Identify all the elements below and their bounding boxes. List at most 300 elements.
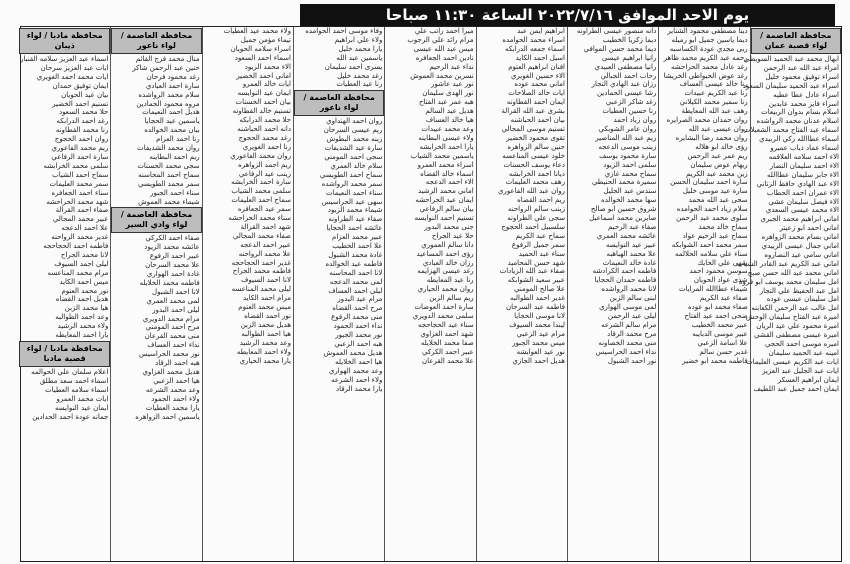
name-entry: اسماء احمد سعد مطلق <box>39 376 109 385</box>
name-entry: بيان عيد الحويان <box>61 90 109 99</box>
name-entry: ريم عمر عبد الرحمن <box>687 151 748 160</box>
name-entry: رزان خالد العبادي <box>422 258 474 267</box>
name-entry: رنا عيد العطيات <box>336 80 383 89</box>
name-entry: اسراء عبد الحميد سليمان السعود <box>742 81 839 90</box>
name-entry: ايات محمد العمرو <box>56 394 109 403</box>
name-entry: ياسمين عبد الله <box>336 53 383 62</box>
name-entry: اسراء سلامه الحويان <box>230 44 291 53</box>
name-entry: روان زياد احمد <box>613 116 657 125</box>
name-entry: امينه عبد الحميد سليمان <box>768 348 839 357</box>
name-entry: ايمان احمد جميل عبد اللطيف <box>753 384 839 393</box>
name-entry: رغد عيسى الهزايمه <box>417 267 474 276</box>
name-entry: رنا خالد عيسى العساف <box>679 80 748 89</box>
name-entry: تسنيم موسى المجالي <box>501 124 565 133</box>
name-entry: هديل احمد النعيمات <box>142 108 200 117</box>
name-entry: لانا محمد الجراح <box>60 250 109 259</box>
name-entry: سجى احمد المومني <box>324 152 383 161</box>
name-entry: رنا احمد الغويري <box>242 142 291 151</box>
name-entry: ميس محمد العتوم <box>238 303 291 312</box>
name-entry: شهد محمد الحراحشه <box>46 197 109 206</box>
name-entry: سلام زياد احمد الحوامده <box>676 205 748 214</box>
name-entry: نور عيد العوايشه <box>516 347 565 356</box>
name-entry: رهف محمد العليمات <box>505 178 565 187</box>
name-entry: شهد حسن المحاميد <box>507 258 565 267</box>
name-entry: امل غالب عبد الرحمن الكعابنه <box>751 304 839 313</box>
names-column <box>202 27 293 561</box>
name-entry: روان محمد رضا البشايره <box>675 133 748 142</box>
name-entry: اماني محمد الرشيد <box>418 187 474 196</box>
name-entry: ميس احمد الكايد <box>59 277 109 286</box>
name-entry: سارة احمد الخرابشه <box>231 178 291 187</box>
name-entry: ولاء محمد عيد العطيات <box>223 27 291 35</box>
name-entry: اماني احمد الخضير <box>236 71 291 80</box>
name-entry: مرح احمد المومني <box>145 323 200 332</box>
name-entry: افنان ابراهيم العتوم <box>508 62 565 71</box>
name-entry: ميس محمد الجبور <box>512 338 565 347</box>
name-entry: ديما محمد حسن الموافي <box>583 44 657 53</box>
name-entry: صفاء محمد ابو عوده <box>688 303 748 312</box>
name-entry: حلا محمد الدرابكه <box>239 116 291 125</box>
name-entry: رنا سمير محمد الكيلاني <box>679 98 748 107</box>
name-entry: دانا سالم العموري <box>421 240 474 249</box>
name-entry: عبير احمد الكركي <box>421 347 474 356</box>
name-entry: اماني احمد ابو زعيتر <box>779 224 839 233</box>
name-entry: اماني محمد عبد الله حسن صبح <box>747 268 839 277</box>
name-entry: غادة احمد الهواري <box>146 270 200 279</box>
name-entry: صفاء محمد المجالي <box>232 231 291 240</box>
name-entry: ايمان عيد الحراحشه <box>415 196 474 205</box>
name-entry: دينا مصطفى محمود الشناير <box>667 27 748 35</box>
name-entry: لانا احمد السيوف <box>241 276 291 285</box>
name-entry: سناء احمد الجعافره <box>51 188 109 197</box>
name-entry: اسراء محمد الحوامده <box>502 35 565 44</box>
name-entry: ايمان عيد النوايسه <box>55 403 109 412</box>
section-heading: محافظة العاصمة / لواء وادي السير <box>111 207 201 233</box>
name-entry: رزان عبد الهادي النجار <box>591 80 657 89</box>
name-entry: غادة خالد النعيمات <box>602 258 657 267</box>
name-entry: ابراهيم ايمن عبد <box>517 27 565 35</box>
name-entry: رنا احمد العزام <box>156 135 200 144</box>
name-entry: اماني جمال عيسى الزبيدي <box>761 242 839 251</box>
name-entry: ديانا احمد الخرابشه <box>508 169 565 178</box>
name-entry: وعد محمد الرشيد <box>239 338 291 347</box>
name-entry: عبير محمد المجالي <box>52 215 109 224</box>
name-entry: هديل محمد الزبن <box>240 320 291 329</box>
names-column <box>736 27 841 561</box>
name-entry: صفا محمد الخلايله <box>420 338 474 347</box>
name-entry: سارة عيد موسى خليل <box>682 187 748 196</box>
name-entry: ميس عبد الله عيسى <box>413 44 474 53</box>
name-entry: اسراء فايز محمد عابدين <box>768 99 839 108</box>
name-entry: سناء محمد الحراحشه <box>228 214 291 223</box>
name-entry: نداء عبد الرحيم <box>429 62 474 71</box>
names-column <box>658 27 749 561</box>
name-entry: الاء احمد الدعجه <box>425 178 474 187</box>
name-entry: نور الهدى سليمان <box>422 89 474 98</box>
name-entry: هديل محمد الغزاوي <box>142 368 200 376</box>
name-entry: ولاء محمد الرشيد <box>57 322 109 331</box>
name-entry: هيا احمد الزعبي <box>153 376 200 385</box>
name-entry: رغد شاكر الزعبي <box>605 98 657 107</box>
name-entry: سمر محمد الطويسي <box>137 179 200 188</box>
name-entry: صفاء عيد الطراونه <box>328 215 383 224</box>
name-entry: وعد محمد عبيدات <box>421 124 474 133</box>
name-entry: ليلى عبد الرحمن <box>607 312 657 320</box>
names-column <box>19 27 110 561</box>
name-entry: ايات خالد الصلاحات <box>508 89 565 98</box>
name-entry: سلام خالد العمري <box>330 161 383 170</box>
name-entry: اسماء عبد الفتاح محمد الشعيلات <box>743 126 839 135</box>
name-entry: منى محمد الخصاونه <box>598 338 657 347</box>
name-entry: هديل احمد الجازي <box>512 356 565 365</box>
name-entry: اسماء عطاالله زكي الزبيدي <box>759 135 839 144</box>
name-entry: يارا احمد المعايطه <box>55 331 109 340</box>
name-entry: شيماء محمد الزيود <box>327 206 383 215</box>
name-entry: نور احمد القضاه <box>244 312 291 320</box>
name-entry: نسرين محمد العموش <box>410 71 474 80</box>
name-entry: حنين عبد الرحمن شاكر <box>132 63 200 72</box>
name-entry: سماح عبد الكريم <box>515 231 565 240</box>
name-entry: ليلى احمد السيوف <box>54 259 109 268</box>
page-header: يوم الاحد الموافق ٢٠٢٢/٧/١٦ الساعة ١١:٣٠ صباحا <box>300 4 835 26</box>
name-entry: اسماء سلامه العطيات <box>45 385 109 394</box>
name-entry: نادين احمد الجعافره <box>415 53 474 62</box>
name-entry: خلود عيسى المناعسه <box>502 151 565 160</box>
name-entry: سلام محمد الرواشده <box>138 90 200 99</box>
name-entry: اماني ابراهيم محمد الجبري <box>760 215 839 224</box>
name-entry: مروه محمود الحمادين <box>136 99 200 108</box>
name-entry: غدير حسن سالم <box>699 347 748 356</box>
name-entry: روان عامر الشوبكي <box>598 124 657 133</box>
name-entry: اسلام بسام بدوان الربيعات <box>761 108 839 117</box>
name-entry: شهد احمد القرالة <box>240 222 291 231</box>
name-entry: ولاء عيسى البطاينه <box>418 133 474 142</box>
name-entry: منى محمد القرعان <box>144 332 200 341</box>
name-entry: غدير احمد الحجاحجه <box>231 258 291 267</box>
name-entry: ريم احمد القضاه <box>517 196 565 205</box>
name-entry: نور عيد عاشور <box>431 80 474 89</box>
name-entry: امل عبد الحفيظ علي النجار <box>759 286 839 295</box>
name-entry: عبير سعيد الشوابكه <box>507 276 565 285</box>
name-entry: وعد محمد الهواري <box>328 366 383 375</box>
name-entry: حلا محمد السعود <box>58 108 109 117</box>
name-entry: امل سليمان عيسى عوده <box>766 295 839 304</box>
name-entry: لمى محمد الدعجه <box>329 277 383 286</box>
name-entry: اسماء عماد ذياب عميرو <box>770 144 839 153</box>
name-entry: سمر محمد احمد الشوابكه <box>671 240 748 249</box>
name-entry: رؤى خالد ابو هلاله <box>695 142 748 151</box>
name-entry: ريم سالم الزبن <box>429 294 474 303</box>
name-entry: يارا محمد الرقاد <box>335 384 383 393</box>
name-entry: ليلى احمد البدور <box>152 305 200 314</box>
name-entry: رحاب احمد الجبالي <box>600 71 657 80</box>
name-entry: ايات عبد الكريم عيسى العليمات <box>746 357 839 366</box>
name-entry: الاء محمد الزيود <box>244 62 291 71</box>
name-entry: حلا عيد الجراح <box>431 231 474 240</box>
name-entry: سناء عيد الحجاحجه <box>418 320 474 329</box>
name-entry: لبنى سالم الزبن <box>609 294 657 303</box>
name-entry: غدير محمد الرواحنه <box>51 233 109 242</box>
name-entry: بيان محمد الخوالده <box>144 126 200 135</box>
name-entry: زينب سالم الرواحنه <box>507 205 565 214</box>
name-entry: هيا خالد العساف <box>425 116 474 125</box>
name-entry: شهد احمد الغزاوي <box>420 329 474 338</box>
name-entry: جنى محمد البدور <box>424 222 474 231</box>
name-entry: رغد محمد خليل <box>337 71 383 80</box>
names-column <box>293 27 384 561</box>
name-entry: لانا محمد الرواشده <box>601 285 657 294</box>
name-entry: اماني بسام محمد الزواهره <box>761 233 839 242</box>
name-entry: سميرة محمد الحنيطي <box>591 178 657 187</box>
name-entry: هيا محمد الزبن <box>64 304 109 313</box>
name-entry: رغد احمد الدرابكه <box>56 117 109 126</box>
name-entry: صفاء عبد الكريم <box>699 294 748 303</box>
name-entry: سوسن محمود احمد <box>689 267 748 276</box>
name-entry: عبير احمد الدعجه <box>240 240 291 249</box>
name-entry: سلمى محمد الشياب <box>231 187 291 196</box>
name-entry: علا صالح المومني <box>514 285 565 294</box>
name-entry: الاء عمران احمد الحطاب <box>766 188 839 197</box>
name-entry: نور محمد الحراسيس <box>138 350 200 359</box>
name-entry: صفاء احمد الكركي <box>145 234 200 243</box>
name-entry: سلوى محمد عبد الرحمن <box>676 214 748 223</box>
name-entry: رغد محمود فرحان <box>146 72 200 81</box>
name-entry: سلمى محمد الدويري <box>412 312 474 320</box>
name-entry: سهى عيد الحراسيس <box>321 197 383 206</box>
name-entry: سارة احمد العبادي <box>145 81 200 90</box>
name-entry: رنا عيد المعايطه <box>426 276 474 285</box>
name-entry: مرام سالم الشرعه <box>601 320 657 329</box>
name-entry: عائشه احمد الحجايا <box>326 224 383 233</box>
name-entry: ميرا احمد راتب علي <box>414 27 474 35</box>
name-entry: ايات عبد العزيز سرحان <box>40 63 109 72</box>
section-heading: محافظة العاصمة / لواء ناعور <box>294 90 384 116</box>
name-entry: ايمان عيد النوايسه <box>237 89 291 98</box>
name-entry: زين محمد عبد الكريم <box>685 169 748 178</box>
name-entry: سمر عيد الجعافره <box>237 205 291 214</box>
name-entry: رغد عادل محمد الحراحشه <box>671 62 748 71</box>
name-entry: اميرة عبد الفتاح سليمان الوحش <box>745 313 839 322</box>
name-entry: شروق حسين ابو صالح <box>590 205 657 214</box>
name-entry: الاء احمد سليمان النصار <box>769 161 839 170</box>
name-entry: عبير محمد العزام <box>332 233 383 242</box>
name-entry: مرام محمد المناعسه <box>47 268 109 277</box>
name-entry: نور محمد العتوم <box>61 286 109 295</box>
name-entry: سمر محمد الرواشده <box>321 179 383 188</box>
name-entry: لانا احمد الشبول <box>152 287 200 296</box>
name-entry: اسيل احمد الكايد <box>515 53 565 62</box>
name-entry: لانا احمد المحاسنه <box>329 268 383 277</box>
name-entry: سارة محمود يوسف <box>599 151 657 160</box>
name-entry: ريم احمد الزواهره <box>238 160 291 169</box>
name-entry: فاطمه عيد السرحان <box>505 303 565 312</box>
name-entry: سماح احمد العليمات <box>231 196 291 205</box>
name-entry: دانه احمد الحباشنه <box>237 124 291 133</box>
name-entry: الاء محمد عيسى السعدي <box>765 206 839 215</box>
name-entry: علا اسامة الزعبي <box>697 338 748 347</box>
name-entry: دعاء يوسف الحسنات <box>503 160 565 169</box>
name-entry: فاطمه احمد الكرادشه <box>592 267 657 276</box>
name-entry: اماني محمد عوده <box>514 80 565 89</box>
name-entry: هيا احمد الطوالبه <box>241 329 291 338</box>
name-entry: سناء احمد الجبور <box>150 188 200 197</box>
name-entry: عائشه محمد العمري <box>596 231 657 240</box>
name-entry: دانه منصور عيسى الطراونه <box>576 27 657 35</box>
name-entry: امراء عبد الله عبد الرحمن <box>763 63 839 72</box>
name-entry: وعد محمد الشرعه <box>145 385 200 394</box>
name-entry: مرام احمد الكايد <box>242 294 291 303</box>
name-entry: اسراء توفيق محمود خليل <box>765 72 839 81</box>
name-entry: علا احمد الدعجه <box>61 224 109 233</box>
name-entry: بيان احمد الحسنات <box>235 98 291 107</box>
name-entry: ولاء احمد الحمود <box>151 394 200 403</box>
name-entry: تسنيم احمد النوايسه <box>414 214 474 223</box>
name-entry: رانيا مصطفى العبيدي <box>594 62 657 71</box>
name-entry: ريهام عوض سليمان <box>690 160 748 169</box>
name-entry: بيان سالم الرفاعي <box>419 205 474 214</box>
name-entry: اميره موسى احمد الحجي <box>764 340 839 348</box>
name-entry: نور احمد الشبول <box>607 356 657 365</box>
name-entry: علا محمد السرحان <box>145 261 200 270</box>
name-entry: تسنيم خالد القطاونه <box>232 107 291 116</box>
name-entry: نداء احمد العساف <box>147 341 200 350</box>
names-grid <box>20 26 842 562</box>
name-entry: اسلام عدنان محمد الرواشده <box>756 117 839 126</box>
name-entry: اسماء عبد العزيز سلامه القنبار <box>20 55 109 63</box>
name-entry: سهى علي الحايك <box>697 258 748 267</box>
name-entry: علا محمد الرواحنه <box>238 249 291 258</box>
name-entry: تسنيم احمد الخضير <box>52 99 109 108</box>
name-entry: ليندا محمد السيوف <box>509 320 565 329</box>
section-heading: محافظة مادبا / لواء قصبة مادبا <box>19 341 110 367</box>
name-entry: منال محمد فرج القائم <box>135 55 200 63</box>
name-entry: روان محمد الشديفات <box>137 144 200 153</box>
name-entry: ياسمين محمد الشياب <box>410 151 474 160</box>
name-entry: هبه احمد الزعبي <box>334 340 383 348</box>
name-entry: ايات خالد العمرو <box>242 80 291 89</box>
name-entry: الاء عبد الهادي حافظ الزتاني <box>756 179 839 188</box>
name-entry: مرام رائد علي الرجوب <box>407 35 474 44</box>
name-entry: سماح محمد غازي <box>604 169 657 178</box>
section-heading: محافظة العاصمة / لواء ناعور <box>111 28 201 54</box>
name-entry: روان احمد الحجوج <box>54 135 109 144</box>
name-entry: صفاء عبد الرحيم <box>607 222 657 231</box>
name-entry: ايات محمد احمد الغويري <box>36 72 109 81</box>
name-entry: علا احمد الخطيب <box>332 242 383 251</box>
name-entry: الاء احمد سلامه العلاقمه <box>768 152 839 161</box>
name-entry: هديل محمد العموش <box>323 348 383 357</box>
name-entry: فاطمه حمدان الحجايا <box>594 276 657 285</box>
name-entry: اماني عبد الكريم عبد القادر الشياب <box>736 259 839 268</box>
name-entry: مرام عيد الزعبي <box>516 329 565 338</box>
name-entry: الاء فيصل سليمان عشي <box>768 197 839 206</box>
name-entry: يارا محمد خليل <box>338 44 383 53</box>
name-entry: لمى محمد العمري <box>146 296 200 305</box>
name-entry: يارا محمد الحياري <box>239 356 291 365</box>
name-entry: لمى موسى الهواري <box>599 303 657 312</box>
name-entry: صفاء احمد القرالة <box>55 206 109 215</box>
name-entry: امل سليمان محمد يوسف ابو فروه <box>738 277 839 286</box>
name-entry: ياسمين عيد الحجايا <box>144 117 200 126</box>
name-entry: صابرين محمد اسماعيل <box>589 214 657 223</box>
name-entry: ريم احمد البطاينه <box>149 152 200 161</box>
name-entry: سجى محمد الحسنات <box>137 161 200 170</box>
name-entry: عبير عيد النوايسه <box>605 240 657 249</box>
name-entry: مرح احمد القضاه <box>332 304 383 313</box>
name-entry: ديما ياسين جميل ابو رميله <box>671 35 748 44</box>
name-entry: سماح احمد الطويسي <box>319 170 383 179</box>
name-entry: هيا احمد الخلايله <box>335 357 383 366</box>
name-entry: ايمان احمد القطاونه <box>506 98 565 107</box>
name-entry: نداء احمد الحمود <box>333 322 383 331</box>
name-entry: اماني سامي عيد النصاروه <box>764 250 839 259</box>
name-entry: روان محمد الحياري <box>417 285 474 294</box>
name-entry: ابهال محمد عبد الحميد السويطي <box>743 55 839 63</box>
name-entry: ريم عيسى السرحان <box>323 126 383 135</box>
name-entry: وفاء موسى احمد الحوامده <box>305 27 383 35</box>
name-entry: سها محمد الخوالده <box>601 196 657 205</box>
name-entry: سناء احمد النعيمات <box>326 188 383 197</box>
name-entry: اميرة محمود علي عيد الريان <box>756 322 839 331</box>
section-heading: محافظة العاصمة / لواء قصبة عمان <box>751 28 841 54</box>
name-entry: رشا عيسى الحمادين <box>596 89 657 98</box>
name-entry: يارا احمد الخرابشه <box>419 142 474 151</box>
name-entry: روان عيسى عبد الله <box>688 124 748 133</box>
name-entry: سمر جميل الرفوع <box>511 240 565 249</box>
name-entry: رنا حسين العطيات <box>602 107 657 116</box>
name-entry: هبه احمد الرقاد <box>155 359 200 368</box>
name-entry: ولاء احمد المعايطه <box>236 347 291 356</box>
name-entry: مرام عيد البدور <box>337 295 383 304</box>
name-entry: سلمى محمد الخرابشه <box>43 161 109 170</box>
name-entry: نداء احمد الحراسيس <box>595 347 657 356</box>
name-entry: ريم عبد الله المناصير <box>595 133 657 142</box>
name-entry: هديل عيد السالم <box>425 107 474 116</box>
name-entry: يسرى احمد سليمان <box>324 62 383 71</box>
name-entry: رؤى احمد المساعيد <box>416 249 474 258</box>
name-entry: بيان احمد الحباشنه <box>510 116 565 125</box>
name-entry: ياسمين احمد الزواهره <box>135 412 200 421</box>
name-entry: مرام محمد الدويري <box>142 314 200 323</box>
name-entry: رهف عبد الله المعايطة <box>681 107 748 116</box>
name-entry: سجى علي الطراونه <box>507 214 565 223</box>
name-entry: سماح خالد محمد <box>698 222 748 231</box>
name-entry: فاطمه احمد الحجاحجه <box>43 242 109 251</box>
name-entry: سلمى احمد الزيود <box>603 160 657 169</box>
name-entry: الاء جابر سليمان عطاالله <box>767 170 839 179</box>
name-entry: فاطمه محمد ابو خضير <box>682 356 748 365</box>
name-entry: رانيا ابراهيم عيسى <box>601 53 657 62</box>
name-entry: ضحى احمد عبد الفتاح <box>684 312 748 320</box>
name-entry: اسماء احمد السعود <box>234 53 291 62</box>
name-entry: سماح عبد الرحيم عواد <box>682 231 748 240</box>
name-entry: سارة عيد الشديفات <box>324 144 383 153</box>
name-entry: علا محمد القرعان <box>421 356 474 365</box>
name-entry: رغد محمد الحجوج <box>238 133 291 142</box>
name-entry: اعلام سلمان علي الحوالمه <box>31 368 109 376</box>
name-entry: روان عبد الله الفاعوري <box>497 187 565 196</box>
name-entry: سارة احمد الرفاعي <box>51 152 109 161</box>
name-entry: رغد عوض الحيواطي الخريشا <box>663 71 748 80</box>
name-entry: حنين سالم الزواهره <box>507 142 565 151</box>
name-entry: غدير احمد الطوالبه <box>510 294 565 303</box>
name-entry: روان احمد الهنداوي <box>326 117 383 126</box>
name-entry: اسراء محمد العمرو <box>417 160 474 169</box>
name-entry: رنا محمد القطاونه <box>55 126 109 135</box>
name-entry: الاء حسين الغويري <box>510 71 565 80</box>
name-entry: ريم محمد الفاعوري <box>51 144 109 153</box>
name-entry: عبير احمد الرفوع <box>149 252 200 261</box>
